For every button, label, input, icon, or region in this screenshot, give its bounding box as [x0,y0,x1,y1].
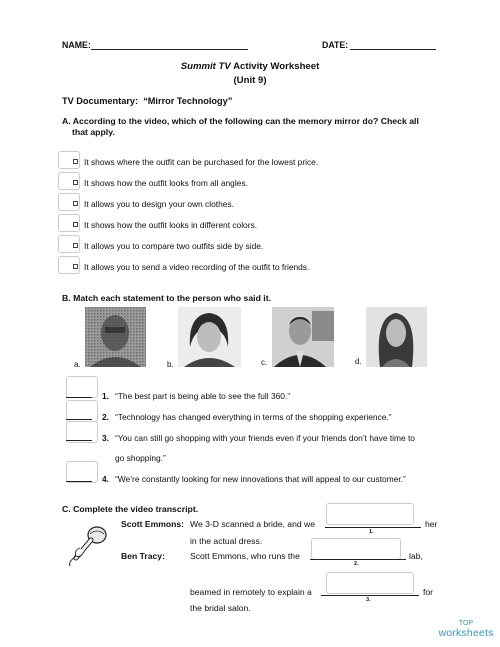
logo-bottom: worksheets [438,627,494,639]
statement-number: 3. [102,433,109,443]
documentary-name: “Mirror Technology” [143,96,233,106]
photo-b [178,307,241,367]
bullet-icon [73,243,78,248]
section-a-question-cont: that apply. [72,127,115,137]
statement-number: 2. [102,412,109,422]
transcript-line-1c: in the actual dress. [190,536,263,546]
bullet-icon [73,222,78,227]
worksheet-title [0,61,500,72]
photo-a [85,307,146,367]
transcript-line-2d: for [423,587,434,597]
option-4: It shows how the outfit looks in different colors. [84,220,258,230]
blank-number-1: 1. [369,529,374,535]
documentary-heading [62,96,232,106]
answer-line-3 [66,440,92,441]
statement-1: “The best part is being able to see the full 360.” [115,391,291,401]
photo-label-d: d. [355,357,362,366]
transcript-line-1b: her [425,519,438,529]
answer-line-1 [66,397,92,398]
speaker-ben-tracy: Ben Tracy: [121,551,165,561]
photo-label-b: b. [167,360,174,369]
transcript-line-2b: lab, [409,551,423,561]
title-rest: Activity Worksheet [230,61,320,72]
blank-line-1 [325,527,421,528]
photo-d-image [366,307,427,367]
answer-line-2 [66,419,92,420]
blank-line-2 [310,559,406,560]
option-5: It allows you to compare two outfits side by side. [84,241,264,251]
section-c-heading: C. Complete the video transcript. [62,504,199,514]
blank-number-3: 3. [366,597,371,603]
bullet-icon [73,159,78,164]
photo-label-a: a. [74,360,81,369]
section-a-question: A. According to the video, which of the following can the memory mirror do? Check all [62,116,419,126]
photo-c-image [272,307,334,367]
statement-3: “You can still go shopping with your friends even if your friends don’t have time to [115,433,415,443]
speaker-scott-emmons: Scott Emmons: [121,519,185,529]
answer-box-1[interactable] [326,503,414,525]
option-6: It allows you to send a video recording of the outfit to friends. [84,262,310,272]
statement-3-cont: go shopping.” [115,453,166,463]
blank-number-2: 2. [354,561,359,567]
option-1: It shows where the outfit can be purchased for the lowest price. [84,157,319,167]
match-box-4[interactable] [66,461,98,483]
photo-label-c: c. [261,358,268,367]
topworksheets-logo [436,620,496,639]
transcript-line-1a: We 3-D scanned a bride, and we [190,519,315,529]
transcript-line-2e: the bridal salon. [190,603,251,613]
statement-2: “Technology has changed everything in terms of the shopping experience.” [115,412,392,422]
answer-line-4 [66,481,92,482]
bullet-icon [73,180,78,185]
section-b-heading: B. Match each statement to the person who said it. [62,293,272,303]
option-2: It shows how the outfit looks from all angles. [84,178,248,188]
bullet-icon [73,264,78,269]
match-box-1[interactable] [66,376,98,398]
transcript-line-2a: Scott Emmons, who runs the [190,551,300,561]
name-label: NAME: [62,40,91,50]
show-name: Summit TV [180,61,231,72]
photo-c [272,307,334,367]
unit-label: (Unit 9) [233,75,267,86]
documentary-label: TV Documentary: [62,96,139,106]
answer-box-3[interactable] [326,572,414,594]
logo-top: TOP [458,620,474,627]
photo-d [366,307,427,367]
photo-b-image [178,307,241,367]
bullet-icon [73,201,78,206]
statement-number: 1. [102,391,109,401]
option-3: It allows you to design your own clothes. [84,199,234,209]
photo-a-image [85,307,146,367]
statement-number: 4. [102,474,109,484]
transcript-line-2c: beamed in remotely to explain a [190,587,312,597]
date-field[interactable] [350,49,436,50]
blank-line-3 [321,595,419,596]
microphone-icon [66,522,116,568]
answer-box-2[interactable] [311,538,401,560]
name-field[interactable] [91,49,248,50]
statement-4: “We’re constantly looking for new innovations that will appeal to our customer.” [115,474,406,484]
date-label: DATE: [322,40,349,50]
